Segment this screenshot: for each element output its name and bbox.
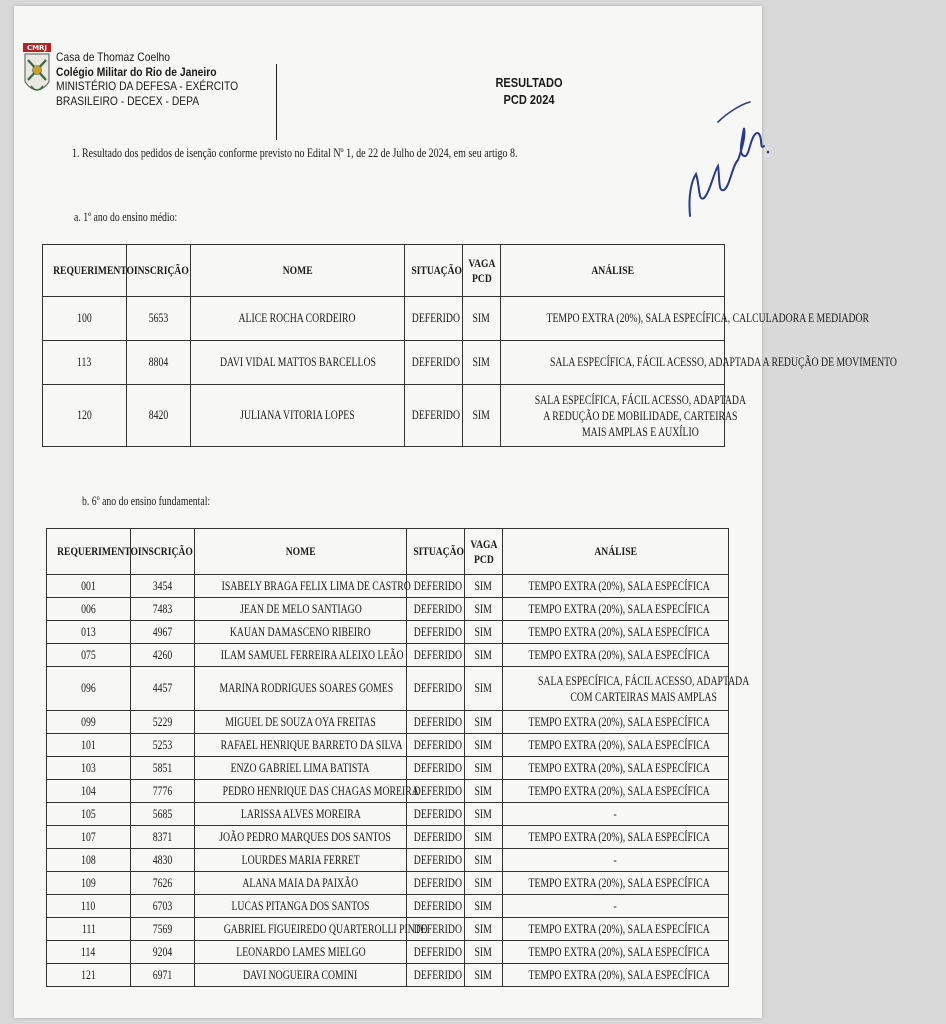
table-row xyxy=(47,734,729,757)
col-situacao: SITUAÇÃO xyxy=(407,529,465,575)
col-requerimento: REQUERIMENTO xyxy=(43,245,127,297)
cell-situacao: DEFERIDO xyxy=(407,941,465,964)
table-row xyxy=(47,826,729,849)
cell-analise: TEMPO EXTRA (20%), SALA ESPECÍFICA xyxy=(503,941,729,964)
results-table-ensino-medio xyxy=(42,244,897,447)
cell-vaga-pcd: SIM xyxy=(465,780,503,803)
cell-inscricao: 8420 xyxy=(127,385,191,447)
cell-analise: TEMPO EXTRA (20%), SALA ESPECÍFICA xyxy=(503,757,729,780)
intro-paragraph: 1. Resultado dos pedidos de isenção conforme previsto no Edital Nº 1, de 22 de Julho de 2024, em seu artigo 8. xyxy=(72,146,518,160)
cell-inscricao: 7776 xyxy=(131,780,195,803)
cell-situacao: DEFERIDO xyxy=(407,780,465,803)
document-page xyxy=(14,6,897,1018)
cell-situacao: DEFERIDO xyxy=(407,667,465,711)
cell-analise: SALA ESPECÍFICA, FÁCIL ACESSO, ADAPTADA A REDUÇÃO DE MOVIMENTO xyxy=(501,341,725,385)
cell-analise: SALA ESPECÍFICA, FÁCIL ACESSO, ADAPTADA A REDUÇÃO DE MOBILIDADE, CARTEIRAS MAIS AMPLAS E AUXÍLIO xyxy=(501,385,725,447)
cell-vaga-pcd: SIM xyxy=(465,803,503,826)
cell-inscricao: 4967 xyxy=(131,621,195,644)
col-analise: ANÁLISE xyxy=(501,245,725,297)
cell-analise: TEMPO EXTRA (20%), SALA ESPECÍFICA xyxy=(503,780,729,803)
cell-inscricao: 7569 xyxy=(131,918,195,941)
cell-analise: TEMPO EXTRA (20%), SALA ESPECÍFICA xyxy=(503,918,729,941)
cell-vaga-pcd: SIM xyxy=(463,341,501,385)
cell-situacao: DEFERIDO xyxy=(405,341,463,385)
cell-inscricao: 4457 xyxy=(131,667,195,711)
table-row xyxy=(47,895,729,918)
cell-analise: TEMPO EXTRA (20%), SALA ESPECÍFICA xyxy=(503,575,729,598)
table-row xyxy=(43,297,725,341)
cell-analise: - xyxy=(503,849,729,872)
cell-nome: MIGUEL DE SOUZA OYA FREITAS xyxy=(195,711,407,734)
table-header-row xyxy=(47,529,729,575)
cell-situacao: DEFERIDO xyxy=(407,964,465,987)
cell-inscricao: 4260 xyxy=(131,644,195,667)
table-row xyxy=(47,872,729,895)
table-row xyxy=(47,711,729,734)
col-nome: NOME xyxy=(195,529,407,575)
cell-nome: DAVI NOGUEIRA COMINI xyxy=(195,964,407,987)
cell-situacao: DEFERIDO xyxy=(407,918,465,941)
cell-nome: LOURDES MARIA FERRET xyxy=(195,849,407,872)
table-row xyxy=(47,598,729,621)
cell-situacao: DEFERIDO xyxy=(407,757,465,780)
cell-analise: SALA ESPECÍFICA, FÁCIL ACESSO, ADAPTADA COM CARTEIRAS MAIS AMPLAS xyxy=(503,667,729,711)
cell-inscricao: 4830 xyxy=(131,849,195,872)
cell-requerimento: 001 xyxy=(47,575,131,598)
cell-nome: LEONARDO LAMES MIELGO xyxy=(195,941,407,964)
cell-requerimento: 121 xyxy=(47,964,131,987)
cmrj-logo-icon xyxy=(22,42,52,104)
cell-nome: JOÃO PEDRO MARQUES DOS SANTOS xyxy=(195,826,407,849)
table-row xyxy=(47,575,729,598)
cell-situacao: DEFERIDO xyxy=(407,644,465,667)
cell-situacao: DEFERIDO xyxy=(405,297,463,341)
cell-nome: ILAM SAMUEL FERREIRA ALEIXO LEÃO xyxy=(195,644,407,667)
cell-situacao: DEFERIDO xyxy=(407,826,465,849)
header-divider xyxy=(276,64,277,140)
result-heading xyxy=(491,74,568,108)
cell-inscricao: 3454 xyxy=(131,575,195,598)
cell-situacao: DEFERIDO xyxy=(405,385,463,447)
cell-situacao: DEFERIDO xyxy=(407,711,465,734)
table-row xyxy=(47,621,729,644)
cell-inscricao: 5229 xyxy=(131,711,195,734)
cell-nome: JEAN DE MELO SANTIAGO xyxy=(195,598,407,621)
table-row xyxy=(47,644,729,667)
cell-requerimento: 105 xyxy=(47,803,131,826)
cell-nome: JULIANA VITORIA LOPES xyxy=(191,385,405,447)
cell-vaga-pcd: SIM xyxy=(465,575,503,598)
cell-requerimento: 096 xyxy=(47,667,131,711)
cell-requerimento: 099 xyxy=(47,711,131,734)
table-row xyxy=(47,667,729,711)
table-row xyxy=(47,964,729,987)
cell-vaga-pcd: SIM xyxy=(465,644,503,667)
cell-vaga-pcd: SIM xyxy=(465,872,503,895)
cell-situacao: DEFERIDO xyxy=(407,849,465,872)
section-b-title: b. 6º ano do ensino fundamental: xyxy=(82,494,211,508)
table-header-row xyxy=(43,245,725,297)
cell-vaga-pcd: SIM xyxy=(465,849,503,872)
institution-line-4: BRASILEIRO - DECEX - DEPA xyxy=(56,93,200,108)
cell-analise: - xyxy=(503,895,729,918)
cell-inscricao: 5653 xyxy=(127,297,191,341)
cell-nome: LARISSA ALVES MOREIRA xyxy=(195,803,407,826)
cell-requerimento: 108 xyxy=(47,849,131,872)
cell-requerimento: 013 xyxy=(47,621,131,644)
cell-requerimento: 120 xyxy=(43,385,127,447)
svg-text:CMRJ: CMRJ xyxy=(26,44,48,53)
cell-inscricao: 8804 xyxy=(127,341,191,385)
table-row xyxy=(47,780,729,803)
cell-analise: TEMPO EXTRA (20%), SALA ESPECÍFICA, CALCULADORA E MEDIADOR xyxy=(501,297,725,341)
cell-nome: DAVI VIDAL MATTOS BARCELLOS xyxy=(191,341,405,385)
cell-analise: - xyxy=(503,803,729,826)
col-nome: NOME xyxy=(191,245,405,297)
cell-situacao: DEFERIDO xyxy=(407,575,465,598)
cell-inscricao: 8371 xyxy=(131,826,195,849)
cell-vaga-pcd: SIM xyxy=(463,297,501,341)
cell-vaga-pcd: SIM xyxy=(465,964,503,987)
cell-requerimento: 101 xyxy=(47,734,131,757)
result-title: RESULTADO xyxy=(495,75,563,90)
cell-inscricao: 7626 xyxy=(131,872,195,895)
cell-vaga-pcd: SIM xyxy=(465,826,503,849)
cell-analise: TEMPO EXTRA (20%), SALA ESPECÍFICA xyxy=(503,872,729,895)
col-analise: ANÁLISE xyxy=(503,529,729,575)
cell-requerimento: 114 xyxy=(47,941,131,964)
table-row xyxy=(43,341,725,385)
cell-nome: MARINA RODRIGUES SOARES GOMES xyxy=(195,667,407,711)
table-row xyxy=(47,849,729,872)
cell-analise: TEMPO EXTRA (20%), SALA ESPECÍFICA xyxy=(503,734,729,757)
col-inscricao: INSCRIÇÃO xyxy=(131,529,195,575)
section-a-title: a. 1º ano do ensino médio: xyxy=(74,210,178,224)
cell-situacao: DEFERIDO xyxy=(407,895,465,918)
col-vaga-pcd: VAGA PCD xyxy=(465,529,503,575)
cell-vaga-pcd: SIM xyxy=(465,734,503,757)
col-vaga-pcd: VAGA PCD xyxy=(463,245,501,297)
cell-inscricao: 5253 xyxy=(131,734,195,757)
cell-nome: GABRIEL FIGUEIREDO QUARTEROLLI PINTO xyxy=(195,918,407,941)
cell-inscricao: 6971 xyxy=(131,964,195,987)
cell-requerimento: 075 xyxy=(47,644,131,667)
cell-nome: ISABELY BRAGA FELIX LIMA DE CASTRO xyxy=(195,575,407,598)
cell-vaga-pcd: SIM xyxy=(463,385,501,447)
cell-inscricao: 5685 xyxy=(131,803,195,826)
cell-situacao: DEFERIDO xyxy=(407,598,465,621)
cell-situacao: DEFERIDO xyxy=(407,734,465,757)
cell-vaga-pcd: SIM xyxy=(465,757,503,780)
institution-line-3: MINISTÉRIO DA DEFESA - EXÉRCITO xyxy=(56,79,239,93)
cell-vaga-pcd: SIM xyxy=(465,667,503,711)
cell-inscricao: 9204 xyxy=(131,941,195,964)
cell-situacao: DEFERIDO xyxy=(407,621,465,644)
cell-vaga-pcd: SIM xyxy=(465,895,503,918)
institution-block xyxy=(56,50,238,108)
cell-situacao: DEFERIDO xyxy=(407,872,465,895)
institution-line-2: Colégio Militar do Rio de Janeiro xyxy=(56,64,217,79)
cell-nome: LUCAS PITANGA DOS SANTOS xyxy=(195,895,407,918)
cell-nome: KAUAN DAMASCENO RIBEIRO xyxy=(195,621,407,644)
cell-nome: ALANA MAIA DA PAIXÃO xyxy=(195,872,407,895)
cell-inscricao: 5851 xyxy=(131,757,195,780)
col-requerimento: REQUERIMENTO xyxy=(47,529,131,575)
cell-vaga-pcd: SIM xyxy=(465,598,503,621)
table-row xyxy=(47,918,729,941)
table-row xyxy=(47,941,729,964)
table-row xyxy=(43,385,725,447)
handwritten-signature xyxy=(684,94,772,224)
table-row xyxy=(47,803,729,826)
cell-requerimento: 109 xyxy=(47,872,131,895)
cell-requerimento: 103 xyxy=(47,757,131,780)
cell-analise: TEMPO EXTRA (20%), SALA ESPECÍFICA xyxy=(503,598,729,621)
cell-nome: PEDRO HENRIQUE DAS CHAGAS MOREIRA xyxy=(195,780,407,803)
cell-vaga-pcd: SIM xyxy=(465,621,503,644)
cell-vaga-pcd: SIM xyxy=(465,941,503,964)
cell-analise: TEMPO EXTRA (20%), SALA ESPECÍFICA xyxy=(503,964,729,987)
cell-analise: TEMPO EXTRA (20%), SALA ESPECÍFICA xyxy=(503,711,729,734)
cell-situacao: DEFERIDO xyxy=(407,803,465,826)
cell-requerimento: 110 xyxy=(47,895,131,918)
results-table-ensino-fundamental xyxy=(46,528,750,987)
cell-nome: ENZO GABRIEL LIMA BATISTA xyxy=(195,757,407,780)
cell-nome: ALICE ROCHA CORDEIRO xyxy=(191,297,405,341)
cell-vaga-pcd: SIM xyxy=(465,918,503,941)
cell-requerimento: 104 xyxy=(47,780,131,803)
cell-analise: TEMPO EXTRA (20%), SALA ESPECÍFICA xyxy=(503,621,729,644)
result-subtitle: PCD 2024 xyxy=(503,92,555,107)
cell-inscricao: 7483 xyxy=(131,598,195,621)
table-row xyxy=(47,757,729,780)
col-inscricao: INSCRIÇÃO xyxy=(127,245,191,297)
cell-requerimento: 006 xyxy=(47,598,131,621)
cell-requerimento: 113 xyxy=(43,341,127,385)
cell-inscricao: 6703 xyxy=(131,895,195,918)
cell-analise: TEMPO EXTRA (20%), SALA ESPECÍFICA xyxy=(503,826,729,849)
institution-line-1: Casa de Thomaz Coelho xyxy=(56,50,170,64)
cell-vaga-pcd: SIM xyxy=(465,711,503,734)
cell-requerimento: 107 xyxy=(47,826,131,849)
cell-analise: TEMPO EXTRA (20%), SALA ESPECÍFICA xyxy=(503,644,729,667)
cell-nome: RAFAEL HENRIQUE BARRETO DA SILVA xyxy=(195,734,407,757)
col-situacao: SITUAÇÃO xyxy=(405,245,463,297)
cell-requerimento: 100 xyxy=(43,297,127,341)
cell-requerimento: 111 xyxy=(47,918,131,941)
